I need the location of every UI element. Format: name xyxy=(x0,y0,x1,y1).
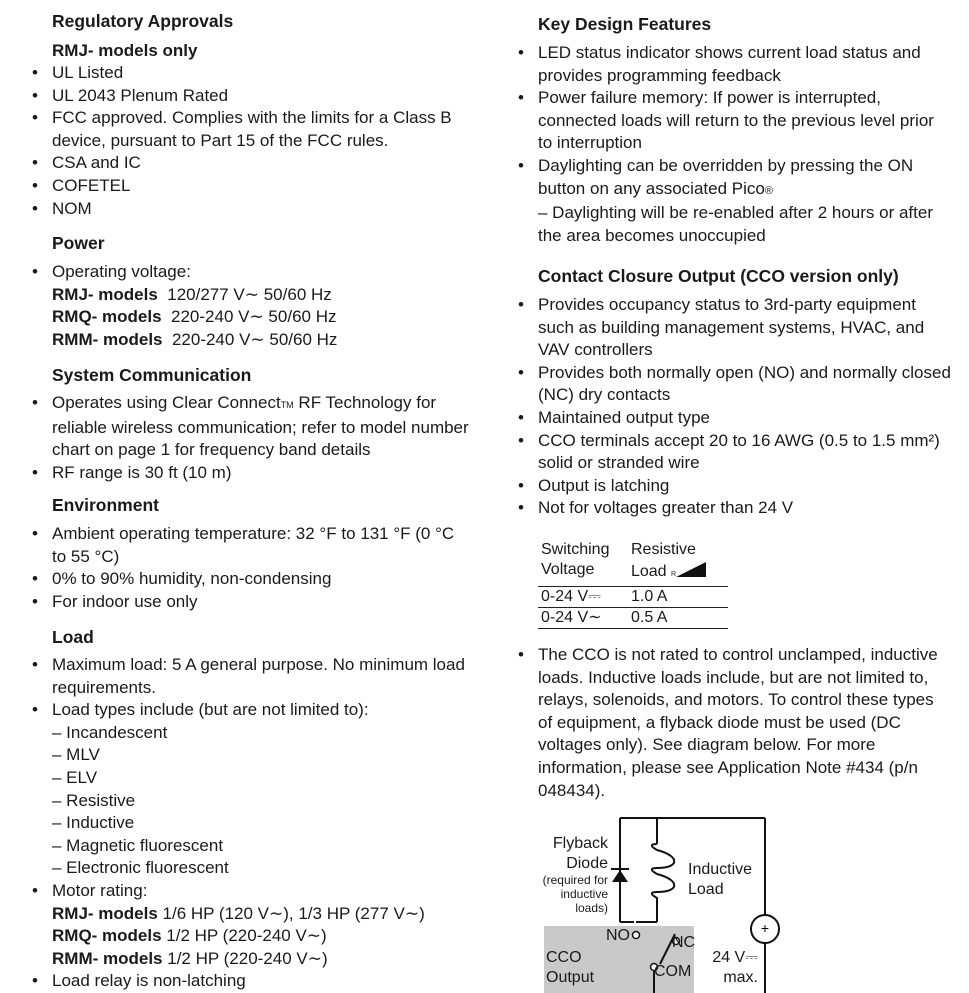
flyback-diode-diagram xyxy=(530,812,790,993)
regulatory-list xyxy=(30,62,480,220)
list-item: • For indoor use only xyxy=(30,591,460,614)
model-row xyxy=(30,903,480,926)
model-row xyxy=(30,948,480,971)
table-cell: 0-24 V∼ xyxy=(538,608,628,629)
load-type: – Inductive xyxy=(52,813,135,833)
power-title: Power xyxy=(52,233,105,253)
list-item: • CSA and IC xyxy=(30,152,480,175)
item-text: – Daylighting will be re-enabled after 2 hours or after the area becomes unoccupied xyxy=(538,203,933,245)
label-com: COM xyxy=(654,963,692,980)
plus-sign: + xyxy=(760,920,770,936)
model-name: RMJ- models xyxy=(52,903,158,923)
label-flyback: Flyback xyxy=(552,835,608,852)
environment-list xyxy=(30,523,460,613)
label-diode: Diode xyxy=(566,855,608,872)
table-cell: 1.0 A xyxy=(628,587,728,608)
regulatory-title: Regulatory Approvals xyxy=(52,11,234,31)
label-24v: 24 V⎓ xyxy=(712,949,758,966)
label-nc: NC xyxy=(672,934,696,951)
list-item: • NOM xyxy=(30,198,480,221)
load-type: – ELV xyxy=(52,767,98,787)
model-row xyxy=(30,329,480,352)
diode-icon xyxy=(612,870,628,882)
model-value: 220-240 V∼ 50/60 Hz xyxy=(171,329,338,349)
system-title: System Communication xyxy=(52,365,252,385)
cco-title: Contact Closure Output (CCO version only) xyxy=(538,266,899,286)
list-item: • Operating voltage: xyxy=(30,261,480,284)
label-inductive: Inductive xyxy=(688,861,753,878)
cco-note-list xyxy=(516,644,952,802)
load-type: – Magnetic fluorescent xyxy=(52,835,224,855)
label-max: max. xyxy=(723,969,758,986)
model-row xyxy=(30,925,480,948)
no-terminal xyxy=(633,932,640,939)
list-item: • The CCO is not rated to control unclamped, inductive loads. Inductive loads include, but are not limited to, relays, solenoids, and motors. To control these types of equipment, a flyback diode must be used (DC voltages only). See diagram below. For more information, please see Application Note #434 (p/n 048434). xyxy=(516,644,952,802)
model-value: 1/6 HP (120 V∼), 1/3 HP (277 V∼) xyxy=(162,903,425,923)
model-value: 1/2 HP (220-240 V∼) xyxy=(167,948,328,968)
list-item: • FCC approved. Complies with the limits for a Class B device, pursuant to Part 15 of the FCC rules. xyxy=(30,107,480,152)
load-type: – Incandescent xyxy=(52,722,168,742)
load-type: – MLV xyxy=(52,745,100,765)
table-cell: 0.5 A xyxy=(628,608,728,629)
model-name: RMM- models xyxy=(52,329,163,349)
list-item: • UL Listed xyxy=(30,62,480,85)
label-required: (required for xyxy=(542,873,608,887)
environment-title: Environment xyxy=(52,495,159,515)
regulatory-subtitle: RMJ- models only xyxy=(52,41,198,60)
table-header xyxy=(538,540,628,587)
cco-list xyxy=(516,294,952,520)
table-header xyxy=(628,540,728,587)
label-output: Output xyxy=(546,969,595,986)
load-type: – Electronic fluorescent xyxy=(52,858,229,878)
list-item: • Load types include (but are not limited to): xyxy=(30,699,480,722)
model-name: RMQ- models xyxy=(52,307,162,327)
label-loads: loads) xyxy=(575,901,608,915)
label-cco: CCO xyxy=(546,949,582,966)
model-name: RMQ- models xyxy=(52,926,162,946)
registered-mark: ® xyxy=(764,184,773,197)
list-item: • CCO terminals accept 20 to 16 AWG (0.5 to 1.5 mm²) solid or stranded wire xyxy=(516,430,952,475)
item-text: RF Technology for reliable wireless communication; refer to model number chart on page 1 for frequency band details xyxy=(52,393,469,460)
item-text: Daylighting can be overridden by pressing the ON button on any associated Pico xyxy=(538,155,914,198)
list-item: • Maintained output type xyxy=(516,407,952,430)
table-cell: 0-24 V⎓ xyxy=(538,587,628,608)
load-type: – Resistive xyxy=(52,790,136,810)
power-list xyxy=(30,261,480,351)
load-title: Load xyxy=(52,627,94,647)
table-header-row xyxy=(538,540,728,587)
header-text: Load xyxy=(630,563,667,580)
model-name: RMM- models xyxy=(52,948,163,968)
list-item: • UL 2043 Plenum Rated xyxy=(30,85,480,108)
resistor-subscript: R xyxy=(671,571,677,578)
load-list xyxy=(30,654,480,993)
trademark: TM xyxy=(280,400,294,410)
list-item: • Ambient operating temperature: 32 °F to 131 °F (0 °C to 55 °C) xyxy=(30,523,460,568)
label-load: Load xyxy=(688,881,724,898)
list-item: • COFETEL xyxy=(30,175,480,198)
list-item: • Motor rating: xyxy=(30,880,480,903)
model-name: RMJ- models xyxy=(52,284,158,304)
key-features-title: Key Design Features xyxy=(538,14,712,34)
table-row xyxy=(538,608,728,629)
header-text: Resistive xyxy=(630,541,696,558)
cco-rating-table xyxy=(538,540,728,629)
label-no: NO xyxy=(606,927,630,944)
list-item: • RF range is 30 ft (10 m) xyxy=(30,462,480,485)
list-item: • Provides both normally open (NO) and normally closed (NC) dry contacts xyxy=(516,362,952,407)
model-row xyxy=(30,284,480,307)
header-text: Voltage xyxy=(541,561,595,578)
list-item: • LED status indicator shows current load status and provides programming feedback xyxy=(516,42,952,87)
model-row xyxy=(30,306,480,329)
header-text: Switching xyxy=(541,541,610,558)
model-value: 1/2 HP (220-240 V∼) xyxy=(166,926,327,946)
list-item xyxy=(30,392,480,462)
list-item xyxy=(516,155,952,247)
list-item: • Not for voltages greater than 24 V xyxy=(516,497,952,520)
table-row xyxy=(538,587,728,608)
model-value: 220-240 V∼ 50/60 Hz xyxy=(171,307,337,327)
model-value: 120/277 V∼ 50/60 Hz xyxy=(167,284,332,304)
list-item: • Power failure memory: If power is interrupted, connected loads will return to the previous level prior to interruption xyxy=(516,87,952,155)
list-item: • 0% to 90% humidity, non-condensing xyxy=(30,568,460,591)
resistive-load-icon xyxy=(676,560,708,578)
list-item: • Load relay is non-latching xyxy=(30,970,480,993)
list-item: • Output is latching xyxy=(516,475,952,498)
label-inductive-small: inductive xyxy=(560,887,608,901)
list-item: • Maximum load: 5 A general purpose. No minimum load requirements. xyxy=(30,654,480,699)
system-list xyxy=(30,392,480,484)
item-text: Operates using Clear Connect xyxy=(52,393,281,412)
key-features-list xyxy=(516,42,952,247)
list-item: • Provides occupancy status to 3rd-party equipment such as building management systems, HVAC, and VAV controllers xyxy=(516,294,952,362)
